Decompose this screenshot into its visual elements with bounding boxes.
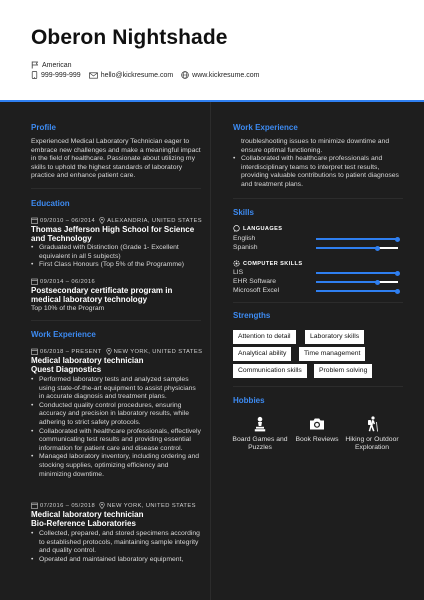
strengths-heading: Strengths — [233, 311, 271, 320]
section-divider — [31, 188, 201, 189]
calendar-icon — [31, 348, 38, 355]
skill-spanish-label: Spanish — [233, 244, 258, 251]
location-pin-icon — [99, 217, 105, 224]
column-divider — [210, 102, 211, 600]
website-item[interactable] — [181, 71, 259, 79]
education-1-dates: 09/2010 – 06/2014 — [40, 217, 96, 224]
envelope-icon — [89, 72, 98, 79]
section-divider — [31, 320, 201, 321]
skill-excel-label: Microsoft Excel — [233, 287, 280, 294]
work-2-title: Medical laboratory technician — [31, 510, 144, 519]
flag-icon — [31, 61, 39, 69]
strength-tag: Time management — [299, 347, 365, 361]
work-1-title: Medical laboratory technician — [31, 356, 144, 365]
work-continued-heading: Work Experience — [233, 123, 298, 132]
strength-tag: Problem solving — [314, 364, 372, 378]
computer-skills-label: COMPUTER SKILLS — [243, 260, 303, 267]
list-item: • Collected, prepared, and stored specimens according to established protocols, maintaining sample integrity and quality control. — [31, 530, 201, 556]
education-heading: Education — [31, 199, 70, 208]
work-continued-bullets — [233, 155, 405, 189]
section-divider — [233, 198, 403, 199]
phone-icon — [31, 71, 38, 79]
email-text: hello@kickresume.com — [100, 71, 174, 79]
speech-bubble-icon — [233, 225, 240, 232]
work-1-meta — [31, 348, 202, 355]
work-heading: Work Experience — [31, 330, 96, 339]
resume-body — [0, 102, 424, 600]
location-pin-icon — [106, 348, 112, 355]
work-2-bullets — [31, 530, 201, 564]
nationality-text: American — [42, 61, 72, 69]
work-1-bullets — [31, 376, 201, 479]
work-1-dates: 06/2018 – PRESENT — [40, 348, 102, 355]
list-item: • Collaborated with healthcare professionals, effectively communicating test results and providing essential information for patient care and disease control. — [31, 428, 201, 454]
work-1-company: Quest Diagnostics — [31, 365, 102, 374]
hiker-icon — [364, 416, 380, 432]
skills-heading: Skills — [233, 208, 254, 217]
candidate-name: Oberon Nightshade — [31, 26, 228, 49]
calendar-icon — [31, 217, 38, 224]
hobby-label: Board Games and Puzzles — [232, 436, 288, 452]
education-1-location: ALEXANDRIA, UNITED STATES — [107, 217, 202, 224]
work-2-company: Bio-Reference Laboratories — [31, 519, 136, 528]
email-item[interactable] — [89, 72, 173, 79]
education-2-title: Postsecondary certificate program in medical laboratory technology — [31, 286, 173, 304]
hobbies-heading: Hobbies — [233, 396, 265, 405]
strength-tag: Communication skills — [233, 364, 307, 378]
calendar-icon — [31, 278, 38, 285]
list-item: • Performed laboratory tests and analyzed samples using state-of-the-art equipment to assist physicians in accurate diagnosis and treatment plans. — [31, 376, 201, 402]
work-2-location-wrap — [99, 502, 196, 509]
resume-header — [0, 0, 424, 100]
strength-tag: Analytical ability — [233, 347, 291, 361]
strength-tag: Attention to detail — [233, 330, 296, 344]
languages-subheading — [233, 225, 282, 232]
education-1-bullets — [31, 244, 201, 270]
profile-text: Experienced Medical Laboratory Technician eager to embrace new challenges and make a meaningful impact in the field of healthcare. Passionate about utilizing my skills to uphold the highest standards of laboratory practice and enhance patient care. — [31, 138, 201, 180]
info-row-nationality — [31, 61, 80, 69]
skill-lis-label: LIS — [233, 269, 244, 276]
education-2-dates: 09/2014 – 06/2016 — [40, 278, 96, 285]
strength-tag: Laboratory skills — [305, 330, 364, 344]
skill-lis-bar — [316, 272, 398, 274]
nationality-item — [31, 61, 72, 69]
list-item: • Graduated with Distinction (Grade 1- Excellent equivalent in all 5 subjects) — [31, 244, 201, 261]
work-continued-text: troubleshooting issues to minimize downtime and ensure optimal functioning. — [241, 138, 390, 154]
list-item: • First Class Honours (Top 5% of the Programme) — [31, 261, 201, 270]
profile-heading: Profile — [31, 123, 56, 132]
website-text: www.kickresume.com — [192, 71, 260, 79]
gear-icon — [233, 260, 240, 267]
list-item: • Collaborated with healthcare professionals and interdisciplinary teams to interpret test results, providing valuable contributions to patient diagnoses and treatment plans. — [233, 155, 405, 189]
calendar-icon — [31, 502, 38, 509]
list-item: • Managed laboratory inventory, including ordering and stocking supplies, optimizing efficiency and minimizing downtime. — [31, 453, 201, 479]
list-item: • Operated and maintained laboratory equipment, — [31, 556, 201, 565]
education-2-meta — [31, 278, 95, 285]
section-divider — [233, 302, 403, 303]
chess-pawn-icon — [252, 416, 268, 432]
skill-english-bar — [316, 238, 398, 240]
hobby-item — [232, 416, 288, 453]
location-pin-icon — [99, 502, 105, 509]
skill-ehr-label: EHR Software — [233, 278, 277, 285]
work-2-location: NEW YORK, UNITED STATES — [107, 502, 196, 509]
education-1-location-wrap — [99, 217, 202, 224]
globe-icon — [181, 71, 189, 79]
education-1-meta — [31, 217, 202, 224]
hobby-label: Hiking or Outdoor Exploration — [345, 436, 399, 452]
skill-excel-bar — [316, 290, 398, 292]
phone-item[interactable] — [31, 71, 81, 79]
hobby-item — [344, 416, 400, 453]
skill-spanish-bar — [316, 247, 398, 249]
work-2-meta — [31, 502, 196, 509]
section-divider — [233, 386, 403, 387]
work-2-dates: 07/2016 – 05/2018 — [40, 502, 96, 509]
hobby-item — [289, 416, 345, 444]
phone-text: 999-999-999 — [41, 71, 81, 79]
education-2-note: Top 10% of the Program — [31, 305, 105, 312]
languages-label: LANGUAGES — [243, 225, 283, 232]
work-1-location-wrap — [106, 348, 203, 355]
skill-ehr-bar — [316, 281, 398, 283]
list-item: • Conducted quality control procedures, ensuring accuracy and precision in laboratory results, while adhering to strict safety protocols. — [31, 402, 201, 428]
work-1-location: NEW YORK, UNITED STATES — [113, 348, 203, 355]
computer-skills-subheading — [233, 260, 302, 267]
education-1-title: Thomas Jefferson High School for Science and Technology — [31, 225, 195, 243]
hobby-label: Book Reviews — [295, 436, 339, 443]
skill-english-label: English — [233, 235, 256, 242]
camera-icon — [309, 416, 325, 432]
info-row-contacts — [31, 71, 267, 79]
